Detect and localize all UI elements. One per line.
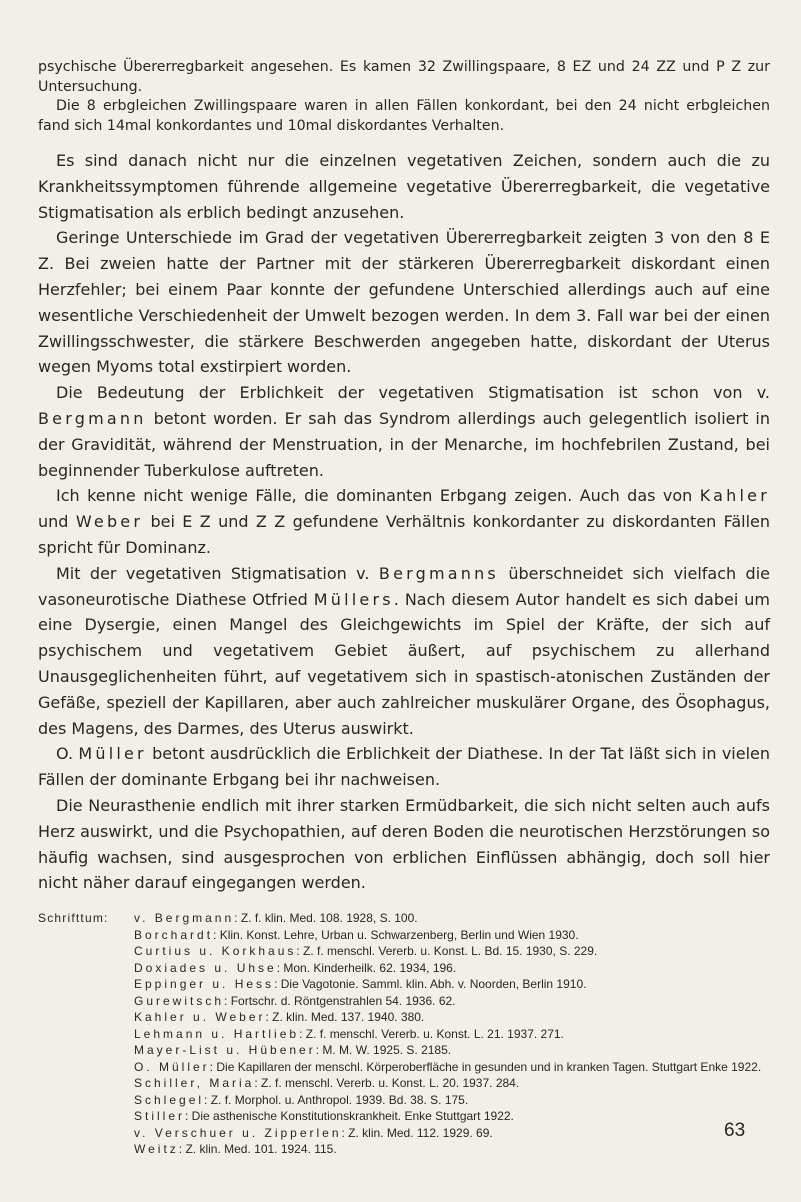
paragraph-5 [38,561,770,742]
reference-author: Curtius u. Korkhaus [134,944,297,959]
reference-item [134,1026,770,1043]
reference-author: Lehmann u. Hartlieb [134,1026,300,1041]
page-body [38,58,770,1158]
author-name: Bergmanns [378,563,499,583]
reference-source: : Klin. Konst. Lehre, Urban u. Schwarzenberg, Berlin und Wien 1930. [213,927,579,942]
reference-source: : Z. f. klin. Med. 108. 1928, S. 100. [234,911,418,926]
reference-source: : Z. f. menschl. Vererb. u. Konst. L. 21. 1937. 271. [299,1026,564,1041]
references-label: Schrifttum: [38,911,109,926]
reference-source: : M. M. W. 1925. S. 2185. [315,1043,452,1058]
reference-source: : Die asthenische Konstitutionskrankheit. Enke Stuttgart 1922. [185,1109,514,1124]
reference-source: : Fortschr. d. Röntgenstrahlen 54. 1936. 62. [224,993,456,1008]
paragraph-4-text-b: und [38,512,76,532]
reference-item [134,927,770,944]
reference-author: v. Bergmann [134,911,235,926]
reference-author: Stiller [134,1109,186,1124]
reference-source: : Mon. Kinderheilk. 62. 1934, 196. [276,960,457,975]
reference-source: : Z. klin. Med. 137. 1940. 380. [265,1010,425,1025]
page-number: 63 [724,1120,746,1141]
reference-item [134,1141,770,1158]
reference-author: Gurewitsch [134,993,225,1008]
reference-item [134,1075,770,1092]
paragraph-5-text-c: . Nach diesem Autor handelt es sich dabei um eine Dysergie, einen Mangel des Gleichgewichts im Spiel der Kräfte, der sich auf psychischem und vegetativem Gebiet äußert, auf psychischem zu allerhand Unausgeglichenheiten führt, auf vegetativem sich in spastisch-atonischen Zuständen der Gefäße, speziell der Kapillaren, aber auch zahlreicher muskulärer Organe, des Ösophagus, des Magens, des Darmes, des Uterus auswirkt. [38,589,770,738]
paragraph-7: Die Neurasthenie endlich mit ihrer starken Ermüdbarkeit, die sich nicht selten auch aufs Herz auswirkt, und die Psychopathien, auf deren Boden die neurotischen Herzstörungen so häufig wachsen, sind ausgesprochen von erblichen Einflüssen abhängig, doch soll hier nicht näher darauf eingegangen werden. [38,795,770,893]
reference-item [134,910,770,927]
author-name: Müller [78,744,147,764]
paragraph-5-text-b: überschneidet sich vielfach die vasoneurotische Diathese Otfried [38,563,771,609]
reference-source: : Die Kapillaren der menschl. Körperoberfläche in gesunden und in kranken Tagen. Stuttgart Enke 1922. [209,1059,762,1074]
reference-author: Schlegel [134,1092,205,1107]
reference-author: Weitz [134,1142,179,1157]
reference-item [134,1092,770,1109]
reference-source: : Z. f. menschl. Vererb. u. Konst. L. Bd. 15. 1930, S. 229. [296,944,598,959]
author-name: Weber [75,512,144,532]
references-row [38,910,770,1158]
reference-author: O. Müller [134,1059,210,1074]
author-name: Müllers [313,589,394,609]
intro-paragraph-1: psychische Übererregbarkeit angesehen. Es kamen 32 Zwillingspaare, 8 EZ und 24 ZZ und P Z zur Untersuchung. [38,59,770,95]
paragraph-2: Geringe Unterschiede im Grad der vegetativen Übererregbarkeit zeigten 3 von den 8 E Z. Bei zweien hatte der Partner mit der stärkeren Übererregbarkeit diskordant einen Herzfehler; bei einem Paar konnte der gefundene Unterschied allerdings auch auf eine wesentliche Verschiedenheit der Umwelt bezogen werden. In dem 3. Fall war bei der einen Zwillingsschwester, die stärkere Beschwerden angegeben hatte, diskordant der Uterus wegen Myoms total exstirpiert worden. [38,228,770,377]
reference-item [134,1042,770,1059]
intro-paragraph-2: Die 8 erbgleichen Zwillingspaare waren in allen Fällen konkordant, bei den 24 nicht erbgleichen fand sich 14mal konkordantes und 10mal diskordantes Verhalten. [38,98,770,134]
paragraph-5-text-a: Mit der vegetativen Stigmatisation v. [56,563,379,583]
reference-author: Borchardt [134,927,214,942]
paragraph-6 [38,741,770,793]
reference-author: Schiller, Maria [134,1076,255,1091]
reference-author: Mayer-List u. Hübener [134,1043,316,1058]
author-name: Bergmann [38,408,147,428]
reference-author: Kahler u. Weber [134,1010,266,1025]
reference-source: : Die Vagotonie. Samml. klin. Abh. v. Noorden, Berlin 1910. [274,977,587,992]
reference-source: : Z. f. Morphol. u. Anthropol. 1939. Bd. 38. S. 175. [204,1092,469,1107]
reference-source: : Z. klin. Med. 112. 1929. 69. [341,1125,493,1140]
reference-author: v. Verschuer u. Zipperlen [134,1125,342,1140]
paragraph-3 [38,380,770,483]
references-section [38,910,770,1158]
reference-source: : Z. klin. Med. 101. 1924. 115. [178,1142,337,1157]
reference-item [134,943,770,960]
reference-source: : Z. f. menschl. Vererb. u. Konst. L. 20. 1937. 284. [254,1076,520,1091]
intro-section [38,58,770,136]
reference-author: Eppinger u. Hess [134,977,275,992]
reference-item [134,960,770,977]
author-name: Kahler [699,486,770,506]
reference-item [134,1059,770,1076]
reference-author: Doxiades u. Uhse [134,960,277,975]
paragraph-4-text-a: Ich kenne nicht wenige Fälle, die dominanten Erbgang zeigen. Auch das von [56,486,700,506]
main-text [38,148,770,896]
reference-item [134,1009,770,1026]
paragraph-4-text-c: bei E Z und Z Z gefundene Verhältnis konkordanter zu diskordanten Fällen spricht für Dominanz. [38,512,770,557]
paragraph-6-text-b: betont ausdrücklich die Erblichkeit der Diathese. In der Tat läßt sich in vielen Fällen der dominante Erbgang bei ihr nachweisen. [38,744,771,790]
paragraph-1: Es sind danach nicht nur die einzelnen vegetativen Zeichen, sondern auch die zu Krankheitssymptomen führende allgemeine vegetative Übererregbarkeit, die vegetative Stigmatisation als erblich bedingt anzusehen. [38,151,770,222]
paragraph-3-text-b: betont worden. Er sah das Syndrom allerdings auch gelegentlich isoliert in der Gravidität, während der Menstruation, in der Menarche, im hochfebrilen Zustand, bei beginnender Tuberkulose auftreten. [38,408,770,480]
reference-item [134,993,770,1010]
paragraph-3-text-a: Die Bedeutung der Erblichkeit der vegetativen Stigmatisation ist schon von v. [56,383,770,403]
reference-item [134,1125,770,1142]
paragraph-6-text-a: O. [56,744,79,764]
reference-item [134,1108,770,1125]
references-list [134,910,770,1158]
reference-item [134,976,770,993]
paragraph-4 [38,483,770,560]
